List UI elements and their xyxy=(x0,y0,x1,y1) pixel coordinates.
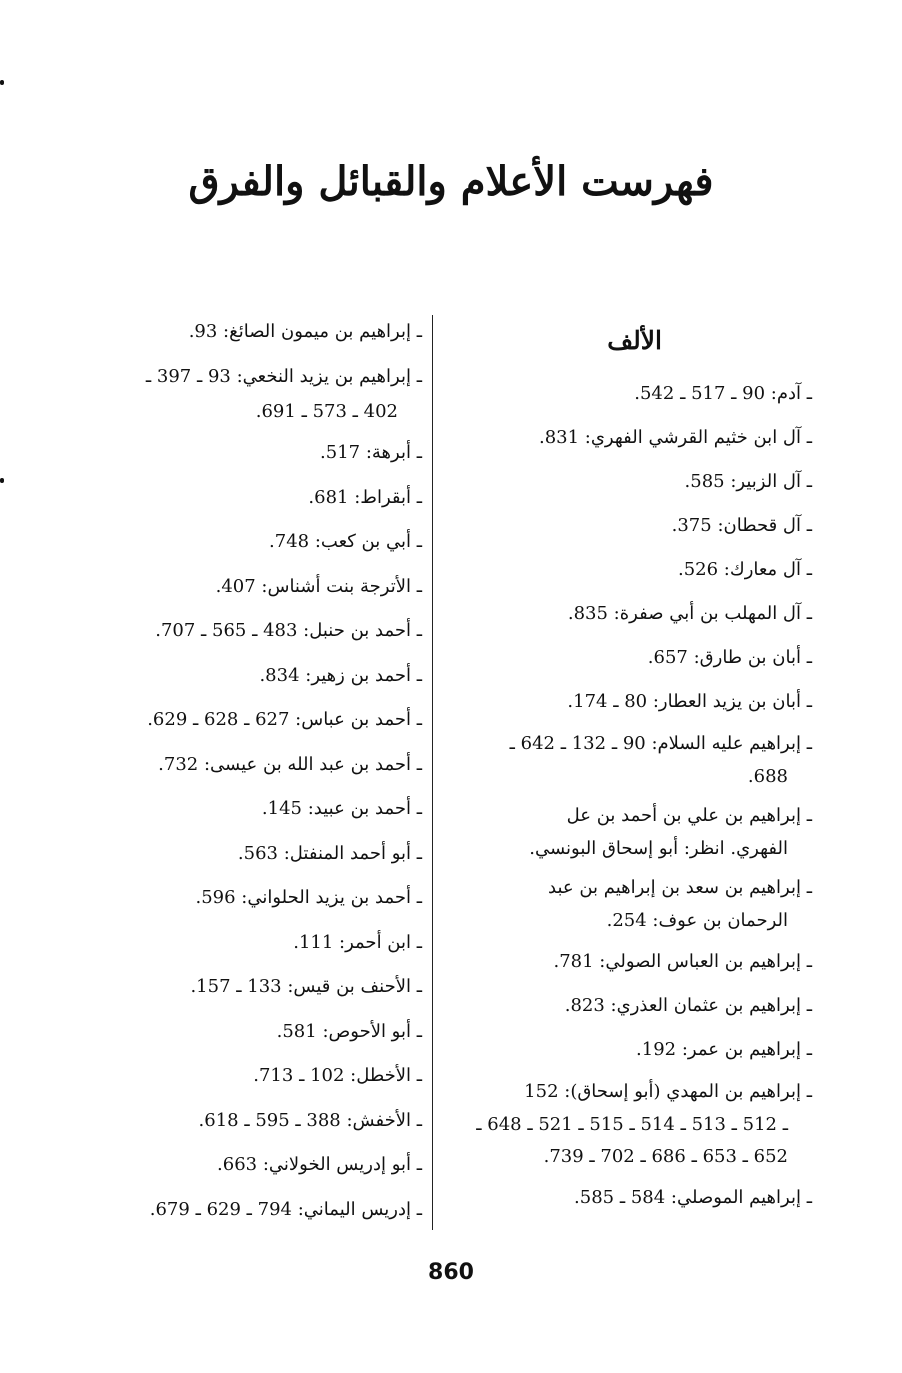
index-entry xyxy=(446,1176,812,1220)
index-entry xyxy=(60,1143,422,1188)
entry-continuation: 402 ـ 573 ـ 691. xyxy=(255,401,398,422)
entry-text: ـ إبراهيم عليه السلام: 90 ـ 132 ـ 642 ـ xyxy=(509,733,812,754)
index-entry xyxy=(60,654,422,699)
entry-text: ـ آل الزبير: 585. xyxy=(684,471,812,492)
entry-text: ـ إبراهيم بن علي بن أحمد بن عل xyxy=(566,805,812,826)
index-entry xyxy=(446,636,812,680)
index-entry xyxy=(60,565,422,610)
index-entry xyxy=(60,1099,422,1144)
entry-continuation: الفهري. انظر: أبو إسحاق البونسي. xyxy=(529,838,788,859)
index-entry xyxy=(446,504,812,548)
left-column xyxy=(60,310,422,1232)
index-entry xyxy=(446,796,812,868)
entry-text: ـ أبو الأحوص: 581. xyxy=(276,1020,422,1042)
entry-text: ـ إبراهيم بن سعد بن إبراهيم بن عبد xyxy=(548,877,812,898)
entry-text: ـ إبراهيم بن عمر: 192. xyxy=(636,1039,812,1060)
entry-text: ـ آل المهلب بن أبي صفرة: 835. xyxy=(567,603,812,624)
index-entry xyxy=(446,680,812,724)
entry-text: ـ أبان بن يزيد العطار: 80 ـ 174. xyxy=(567,691,812,712)
entry-text: ـ إبراهيم بن العباس الصولي: 781. xyxy=(553,951,812,972)
page-number: 860 xyxy=(428,1260,474,1285)
index-entry xyxy=(446,868,812,940)
index-entry xyxy=(60,743,422,788)
entry-text: ـ أبو أحمد المنفتل: 563. xyxy=(237,842,422,864)
scan-speck xyxy=(0,80,4,85)
entry-text: ـ إبراهيم بن يزيد النخعي: 93 ـ 397 ـ xyxy=(145,365,422,387)
entry-text: ـ إبراهيم الموصلي: 584 ـ 585. xyxy=(574,1187,812,1208)
entry-text: ـ أبو إدريس الخولاني: 663. xyxy=(217,1154,422,1175)
index-entry xyxy=(60,921,422,966)
index-entry xyxy=(446,1072,812,1176)
column-divider xyxy=(432,315,433,1230)
index-entry xyxy=(60,609,422,654)
index-entry xyxy=(446,372,812,416)
entry-continuation: 652 ـ 653 ـ 686 ـ 702 ـ 739. xyxy=(543,1146,788,1167)
entry-text: ـ الأحنف بن قيس: 133 ـ 157. xyxy=(190,976,422,997)
entry-text: ـ إدريس اليماني: 794 ـ 629 ـ 679. xyxy=(149,1198,422,1220)
entry-text: ـ إبراهيم بن ميمون الصائغ: 93. xyxy=(188,321,422,342)
index-entry xyxy=(446,416,812,460)
entry-text: ـ أحمد بن عباس: 627 ـ 628 ـ 629. xyxy=(147,709,422,730)
entry-text: ـ ابن أحمر: 111. xyxy=(293,931,422,953)
section-heading: الألف xyxy=(607,326,662,355)
index-entry xyxy=(60,520,422,565)
entry-text: ـ أحمد بن يزيد الحلواني: 596. xyxy=(195,887,422,908)
entry-text: ـ الأترجة بنت أشناس: 407. xyxy=(215,575,422,597)
index-entry xyxy=(446,592,812,636)
index-entry xyxy=(60,1010,422,1055)
index-entry xyxy=(60,310,422,355)
scan-speck xyxy=(0,478,4,483)
entry-text: ـ أبي بن كعب: 748. xyxy=(269,531,422,552)
index-entry xyxy=(446,460,812,504)
entry-text: ـ آل قحطان: 375. xyxy=(671,515,812,536)
index-entry xyxy=(60,1054,422,1099)
entry-continuation: ـ 512 ـ 513 ـ 514 ـ 515 ـ 521 ـ 648 ـ xyxy=(476,1114,788,1135)
index-entry xyxy=(60,698,422,743)
entry-continuation: 688. xyxy=(747,766,788,787)
entry-text: ـ آل ابن خثيم القرشي الفهري: 831. xyxy=(538,427,812,448)
entry-text: ـ أحمد بن عبد الله بن عيسى: 732. xyxy=(158,753,422,775)
index-entry xyxy=(60,832,422,877)
entry-text: ـ أبقراط: 681. xyxy=(308,486,422,508)
entry-text: ـ إبراهيم بن المهدي (أبو إسحاق): 152 xyxy=(524,1081,812,1102)
entry-text: ـ أبان بن طارق: 657. xyxy=(647,647,812,668)
index-entry xyxy=(446,1028,812,1072)
entry-text: ـ آدم: 90 ـ 517 ـ 542. xyxy=(634,383,812,404)
page-title: فهرست الأعلام والقبائل والفرق xyxy=(188,158,714,205)
index-entry xyxy=(60,787,422,832)
entry-text: ـ أحمد بن زهير: 834. xyxy=(259,664,422,686)
index-entry xyxy=(60,876,422,921)
index-entry xyxy=(60,476,422,521)
entry-continuation: الرحمان بن عوف: 254. xyxy=(606,910,788,931)
entry-text: ـ أحمد بن عبيد: 145. xyxy=(261,798,422,819)
entry-text: ـ الأخطل: 102 ـ 713. xyxy=(253,1065,422,1086)
entry-text: ـ إبراهيم بن عثمان العذري: 823. xyxy=(564,995,812,1016)
index-entry xyxy=(60,431,422,476)
index-entry xyxy=(446,940,812,984)
right-entries xyxy=(446,372,812,1220)
index-entry xyxy=(60,355,422,432)
entry-text: ـ آل معارك: 526. xyxy=(677,559,812,580)
index-entry xyxy=(446,724,812,796)
entry-text: ـ أبرهة: 517. xyxy=(320,442,422,463)
right-column xyxy=(446,310,812,1220)
index-entry xyxy=(60,965,422,1010)
left-entries xyxy=(60,310,422,1232)
entry-text: ـ الأخفش: 388 ـ 595 ـ 618. xyxy=(198,1109,422,1131)
index-entry xyxy=(446,984,812,1028)
index-entry xyxy=(446,548,812,592)
index-entry xyxy=(60,1188,422,1233)
entry-text: ـ أحمد بن حنبل: 483 ـ 565 ـ 707. xyxy=(155,620,422,641)
